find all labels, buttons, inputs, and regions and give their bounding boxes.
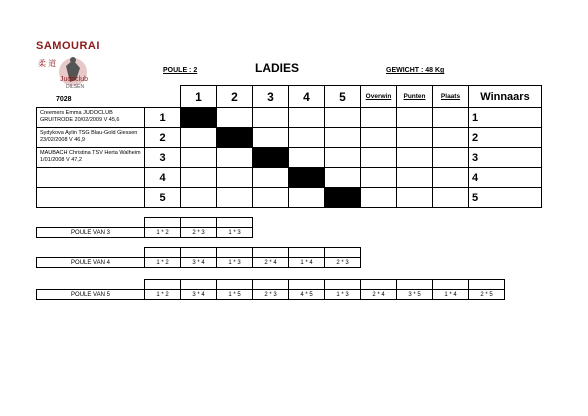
score-cell[interactable] <box>360 107 397 128</box>
column-header-4: 4 <box>288 85 325 108</box>
score-cell[interactable] <box>432 127 469 148</box>
score-cell[interactable] <box>432 147 469 168</box>
score-cell[interactable] <box>252 187 289 208</box>
score-cell[interactable] <box>432 107 469 128</box>
poule-match-cell: 3 * 4 <box>180 289 217 300</box>
logo-club-text: Judoclub <box>60 76 89 83</box>
score-cell[interactable] <box>216 167 253 188</box>
score-cell[interactable] <box>360 187 397 208</box>
winner-cell-5: 5 <box>468 187 542 208</box>
competitor-name-4 <box>36 167 145 188</box>
poule-match-cell: 2 * 4 <box>360 289 397 300</box>
code-label: 7028 <box>56 96 72 103</box>
poule-match-cell: 2 * 3 <box>180 227 217 238</box>
column-header-plaats: Plaats <box>432 85 469 108</box>
row-number-4: 4 <box>144 167 181 188</box>
score-cell[interactable] <box>216 187 253 208</box>
score-cell[interactable] <box>396 107 433 128</box>
logo-kanji: 柔 道 <box>38 59 57 68</box>
poule-match-cell: 1 * 3 <box>216 257 253 268</box>
competitor-name-2: Sydykova Aylin TSG Blau-Gold Giessen 23/02/2008 V 46,9 <box>36 127 145 148</box>
diagonal-block <box>180 107 217 128</box>
logo-samourai-text: SAMOURAI <box>36 40 100 52</box>
score-cell[interactable] <box>216 107 253 128</box>
logo-city-text: DILSEN <box>66 84 85 90</box>
score-cell[interactable] <box>216 147 253 168</box>
winner-cell-2: 2 <box>468 127 542 148</box>
column-header-winnaars: Winnaars <box>468 85 542 108</box>
score-cell[interactable] <box>324 147 361 168</box>
score-cell[interactable] <box>396 147 433 168</box>
score-cell[interactable] <box>432 167 469 188</box>
row-number-3: 3 <box>144 147 181 168</box>
poule-match-cell: 1 * 3 <box>324 289 361 300</box>
score-cell[interactable] <box>432 187 469 208</box>
row-number-2: 2 <box>144 127 181 148</box>
poule-label: POULE VAN 3 <box>36 227 145 238</box>
score-cell[interactable] <box>324 127 361 148</box>
competitor-name-3: MAUBACH Christina TSV Herta Walheim 1/01/2008 V 47,2 <box>36 147 145 168</box>
score-cell[interactable] <box>180 147 217 168</box>
column-header-5: 5 <box>324 85 361 108</box>
score-cell[interactable] <box>252 167 289 188</box>
column-header-overwin: Overwin <box>360 85 397 108</box>
score-cell[interactable] <box>180 127 217 148</box>
score-cell[interactable] <box>324 107 361 128</box>
score-cell[interactable] <box>360 127 397 148</box>
winner-cell-1: 1 <box>468 107 542 128</box>
poule-match-cell: 3 * 4 <box>180 257 217 268</box>
poule-label: POULE VAN 5 <box>36 289 145 300</box>
competitor-name-1: Creemers Emma JUDOCLUB GRUITRODE 20/02/2009 V 45,6 <box>36 107 145 128</box>
score-cell[interactable] <box>288 187 325 208</box>
poule-match-cell: 2 * 3 <box>324 257 361 268</box>
winner-cell-4: 4 <box>468 167 542 188</box>
poule-match-cell: 3 * 5 <box>396 289 433 300</box>
score-cell[interactable] <box>288 127 325 148</box>
poule-label: POULE VAN 4 <box>36 257 145 268</box>
score-cell[interactable] <box>252 127 289 148</box>
poule-match-cell: 1 * 2 <box>144 257 181 268</box>
diagonal-block <box>324 187 361 208</box>
poule-match-cell: 1 * 2 <box>144 227 181 238</box>
score-cell[interactable] <box>360 147 397 168</box>
score-cell[interactable] <box>396 187 433 208</box>
poule-match-cell: 1 * 4 <box>288 257 325 268</box>
poule-match-cell: 2 * 3 <box>252 289 289 300</box>
poule-match-cell: 1 * 3 <box>216 227 253 238</box>
score-cell[interactable] <box>288 107 325 128</box>
competitor-name-5 <box>36 187 145 208</box>
row-number-5: 5 <box>144 187 181 208</box>
poule-match-cell: 1 * 4 <box>432 289 469 300</box>
poule-label: POULE : 2 <box>163 67 198 74</box>
poule-match-cell: 2 * 5 <box>468 289 505 300</box>
weight-label: GEWICHT : 48 Kg <box>386 67 445 74</box>
winner-cell-3: 3 <box>468 147 542 168</box>
score-cell[interactable] <box>180 167 217 188</box>
score-cell[interactable] <box>360 167 397 188</box>
poule-match-cell: 1 * 5 <box>216 289 253 300</box>
score-cell[interactable] <box>252 107 289 128</box>
column-header-2: 2 <box>216 85 253 108</box>
score-cell[interactable] <box>180 187 217 208</box>
score-cell[interactable] <box>288 147 325 168</box>
diagonal-block <box>252 147 289 168</box>
page-title: LADIES <box>255 61 300 75</box>
poule-match-cell: 2 * 4 <box>252 257 289 268</box>
score-cell[interactable] <box>324 167 361 188</box>
score-cell[interactable] <box>396 127 433 148</box>
score-cell[interactable] <box>396 167 433 188</box>
column-header-punten: Punten <box>396 85 433 108</box>
diagonal-block <box>288 167 325 188</box>
row-number-1: 1 <box>144 107 181 128</box>
poule-match-cell: 4 * 5 <box>288 289 325 300</box>
poule-match-cell: 1 * 2 <box>144 289 181 300</box>
column-header-1: 1 <box>180 85 217 108</box>
diagonal-block <box>216 127 253 148</box>
column-header-3: 3 <box>252 85 289 108</box>
